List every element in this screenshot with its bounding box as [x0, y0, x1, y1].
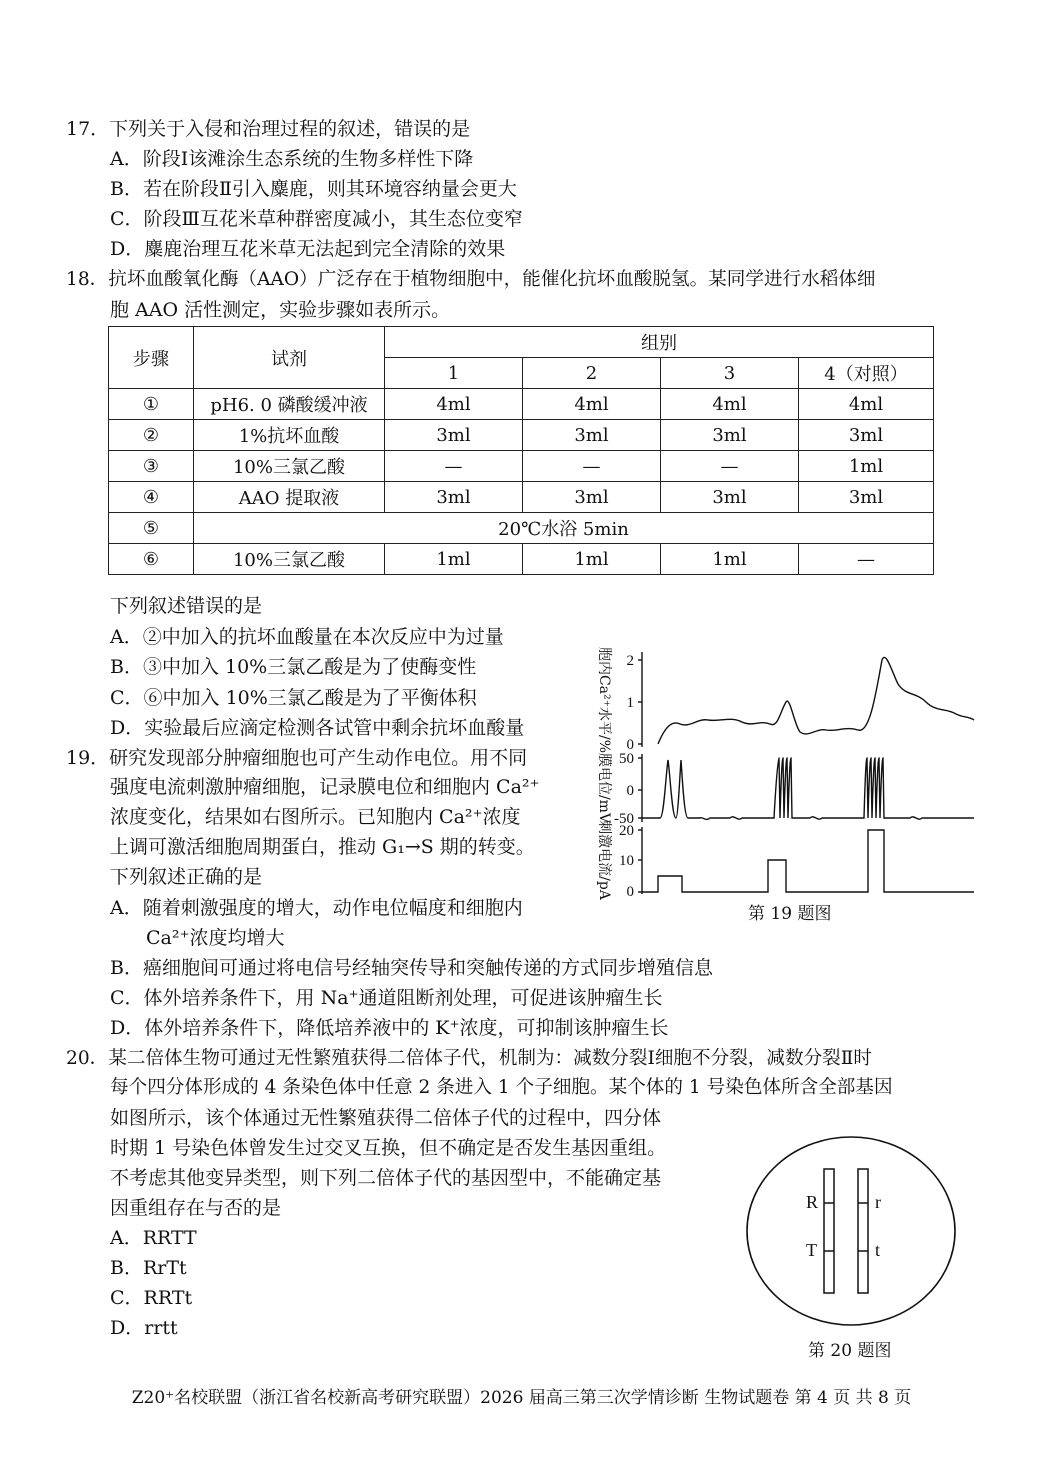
q20-figure [744, 1133, 960, 1329]
q18-stem-line2: 胞 AAO 活性测定，实验步骤如表所示。 [110, 299, 451, 321]
p3-tick-10: 10 [619, 853, 634, 869]
value-cell: 3ml [523, 482, 661, 513]
gene-t: t [875, 1240, 881, 1260]
table-group-4: 4（对照） [799, 358, 934, 389]
p1-tick-1: 1 [626, 695, 634, 711]
step-cell: ⑤ [109, 513, 194, 544]
panel3-axis-label: 刺激电流/pA [596, 820, 612, 900]
panel2-axis-label: 膜电位/mV [596, 752, 612, 824]
value-cell: 3ml [385, 482, 523, 513]
table-group-3: 3 [661, 358, 799, 389]
q17-option-d: D．麋鹿治理互花米草无法起到完全清除的效果 [110, 238, 506, 260]
step-cell: ④ [109, 482, 194, 513]
value-cell: 3ml [799, 482, 934, 513]
reagent-cell: 1%抗坏血酸 [194, 420, 385, 451]
q18-option-d: D．实验最后应滴定检测各试管中剩余抗坏血酸量 [110, 717, 525, 739]
gene-r: r [875, 1192, 881, 1212]
q18-option-b: B．③中加入 10%三氯乙酸是为了使酶变性 [110, 656, 477, 678]
value-cell: 4ml [385, 389, 523, 420]
gene-R: R [806, 1192, 819, 1212]
reagent-cell: pH6. 0 磷酸缓冲液 [194, 389, 385, 420]
q20-option-a: A．RRTT [110, 1227, 197, 1249]
q18-stem-line1: 18．抗坏血酸氧化酶（AAO）广泛存在于植物细胞中，能催化抗坏血酸脱氢。某同学进行水稻体细 [66, 269, 876, 290]
chromosome-right [858, 1169, 868, 1293]
q20-line1: 20．某二倍体生物可通过无性繁殖获得二倍体子代，机制为：减数分裂Ⅰ细胞不分裂，减数分裂Ⅱ时 [66, 1048, 872, 1069]
q20-option-c: C．RRTt [110, 1287, 193, 1309]
gene-T: T [806, 1240, 817, 1260]
p3-tick-0: 0 [626, 884, 634, 900]
q20-line3: 如图所示，该个体通过无性繁殖获得二倍体子代的过程中，四分体 [110, 1107, 662, 1129]
p1-tick-0: 0 [626, 737, 634, 753]
q19-figure [580, 632, 990, 902]
value-cell: 3ml [523, 420, 661, 451]
value-cell: — [523, 451, 661, 482]
p2-tick-0: 0 [626, 783, 634, 799]
value-cell: 1ml [661, 544, 799, 575]
q19-option-a: A．随着刺激强度的增大，动作电位幅度和细胞内 [110, 897, 523, 919]
table-row [109, 513, 934, 544]
q17-stem: 17．下列关于入侵和治理过程的叙述，错误的是 [66, 118, 471, 140]
table-group-1: 1 [385, 358, 523, 389]
q19-option-b: B．癌细胞间可通过将电信号经轴突传导和突触传递的方式同步增殖信息 [110, 957, 713, 979]
chromosome-left [824, 1169, 834, 1293]
q17-option-a: A．阶段Ⅰ该滩涂生态系统的生物多样性下降 [110, 148, 474, 170]
stimulus-trace [642, 830, 974, 892]
q17-option-c: C．阶段Ⅲ互花米草种群密度减小，其生态位变窄 [110, 208, 523, 230]
table-row [109, 451, 934, 482]
merged-cell: 20℃水浴 5min [194, 513, 934, 544]
step-cell: ① [109, 389, 194, 420]
q18-prompt: 下列叙述错误的是 [110, 595, 263, 617]
q19-option-c: C．体外培养条件下，用 Na⁺通道阻断剂处理，可促进该肿瘤生长 [110, 987, 663, 1009]
q19-line3: 浓度变化，结果如右图所示。已知胞内 Ca²⁺浓度 [110, 806, 521, 828]
reagent-cell: 10%三氯乙酸 [194, 544, 385, 575]
table-header-step: 步骤 [109, 327, 194, 389]
q19-option-a-cont: Ca²⁺浓度均增大 [146, 927, 285, 949]
page-footer: Z20⁺名校联盟（浙江省名校新高考研究联盟）2026 届高三第三次学情诊断 生物试题卷 第 4 页 共 8 页 [131, 1388, 912, 1408]
value-cell: — [661, 451, 799, 482]
step-cell: ② [109, 420, 194, 451]
q19-line5: 下列叙述正确的是 [110, 866, 263, 888]
table-row [109, 544, 934, 575]
value-cell: 3ml [661, 420, 799, 451]
table-row [109, 420, 934, 451]
step-cell: ⑥ [109, 544, 194, 575]
value-cell: 1ml [523, 544, 661, 575]
membrane-potential-trace [642, 758, 974, 819]
q20-option-d: D．rrtt [110, 1317, 178, 1339]
table-group-2: 2 [523, 358, 661, 389]
p1-tick-2: 2 [626, 653, 634, 669]
q18-option-a: A．②中加入的抗坏血酸量在本次反应中为过量 [110, 626, 504, 648]
value-cell: 1ml [799, 451, 934, 482]
table-row [109, 389, 934, 420]
p2-tick-50: 50 [619, 751, 634, 767]
value-cell: 3ml [661, 482, 799, 513]
panel1-axis-label: 胞内Ca²⁺水平/% [596, 646, 612, 754]
calcium-trace [658, 657, 974, 744]
q18-table [108, 326, 934, 575]
q20-figure-caption: 第 20 题图 [808, 1341, 892, 1361]
q20-line6: 因重组存在与否的是 [110, 1197, 282, 1219]
q19-line1: 19．研究发现部分肿瘤细胞也可产生动作电位。用不同 [66, 747, 528, 769]
value-cell: 3ml [385, 420, 523, 451]
table-row [109, 482, 934, 513]
value-cell: 3ml [799, 420, 934, 451]
value-cell: 4ml [523, 389, 661, 420]
q19-line4: 上调可激活细胞周期蛋白，推动 G₁→S 期的转变。 [110, 836, 535, 858]
value-cell: 4ml [661, 389, 799, 420]
q18-option-c: C．⑥中加入 10%三氯乙酸是为了平衡体积 [110, 687, 477, 709]
table-header-group: 组别 [385, 327, 934, 358]
table-header-reagent: 试剂 [194, 327, 385, 389]
p2-tick-m50: -50 [614, 811, 634, 827]
q17-option-b: B．若在阶段Ⅱ引入麋鹿，则其环境容纳量会更大 [110, 178, 517, 200]
q19-line2: 强度电流刺激肿瘤细胞，记录膜电位和细胞内 Ca²⁺ [110, 776, 540, 798]
q20-line2: 每个四分体形成的 4 条染色体中任意 2 条进入 1 个子细胞。某个体的 1 号染色体所含全部基因 [110, 1077, 893, 1098]
reagent-cell: 10%三氯乙酸 [194, 451, 385, 482]
q19-figure-caption: 第 19 题图 [748, 904, 832, 924]
q20-line5: 不考虑其他变异类型，则下列二倍体子代的基因型中，不能确定基 [110, 1167, 662, 1189]
value-cell: — [385, 451, 523, 482]
step-cell: ③ [109, 451, 194, 482]
q20-option-b: B．RrTt [110, 1257, 187, 1279]
q19-option-d: D．体外培养条件下，降低培养液中的 K⁺浓度，可抑制该肿瘤生长 [110, 1017, 669, 1039]
q20-line4: 时期 1 号染色体曾发生过交叉互换，但不确定是否发生基因重组。 [110, 1137, 667, 1159]
reagent-cell: AAO 提取液 [194, 482, 385, 513]
value-cell: 4ml [799, 389, 934, 420]
value-cell: 1ml [385, 544, 523, 575]
p3-tick-20: 20 [619, 823, 634, 839]
value-cell: — [799, 544, 934, 575]
